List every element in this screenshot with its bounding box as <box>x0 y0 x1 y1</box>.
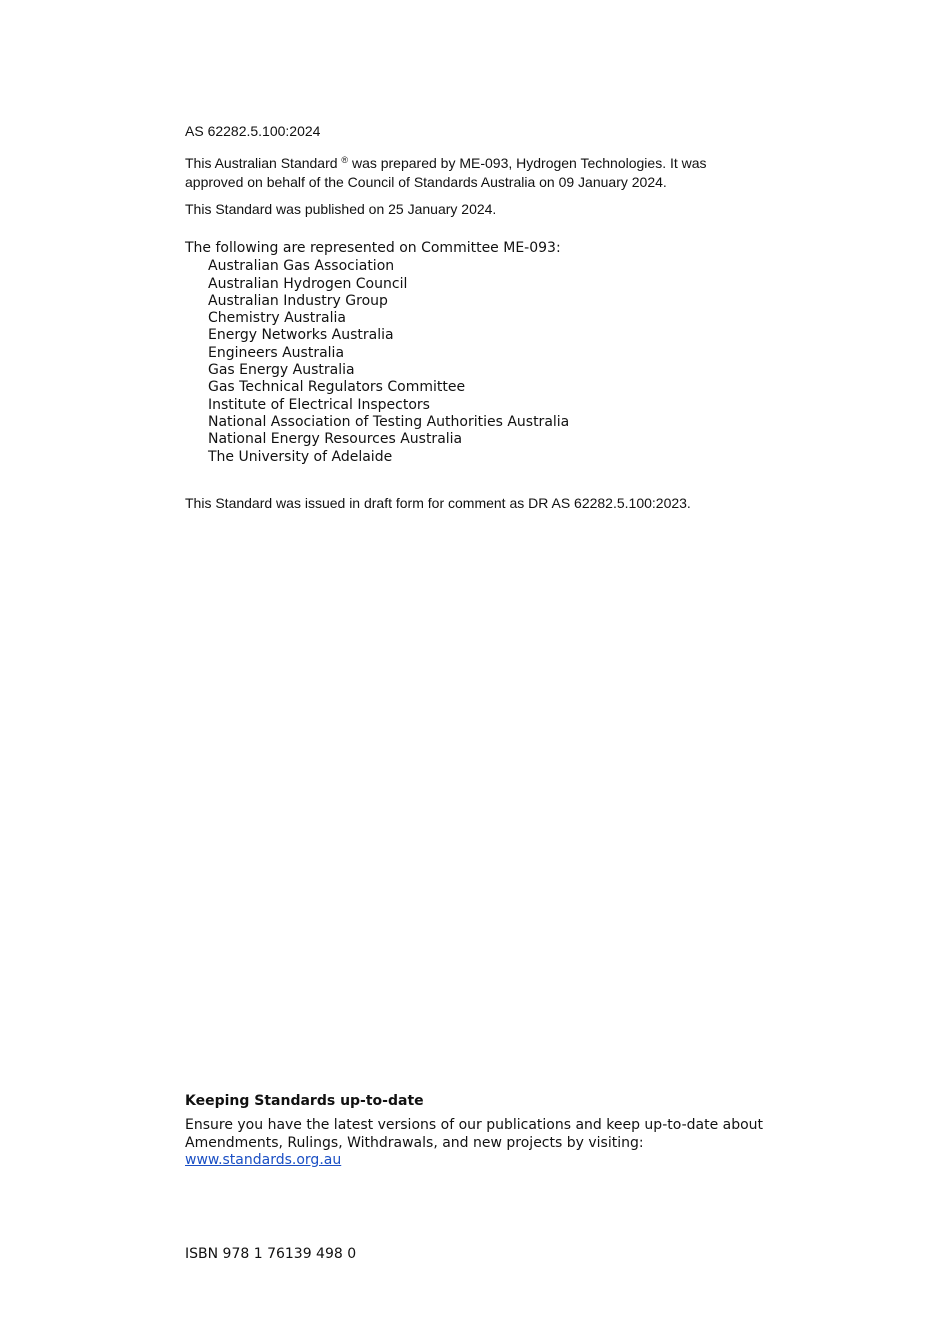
committee-member: National Energy Resources Australia <box>208 431 463 448</box>
committee-member: Australian Gas Association <box>208 258 395 275</box>
committee-member: Gas Energy Australia <box>208 362 355 379</box>
keeping-standards-section <box>185 1093 785 1169</box>
prepared-text-end: was prepared by ME-093, Hydrogen Technologies. It was approved on behalf of the Council of Standards Australia on 09 January 2024. <box>185 155 707 190</box>
keeping-standards-heading: Keeping Standards up-to-date <box>185 1093 424 1109</box>
draft-note: This Standard was issued in draft form for comment as DR AS 62282.5.100:2023. <box>185 495 691 511</box>
prepared-statement <box>185 154 745 192</box>
prepared-text-start: This Australian Standard <box>185 155 342 171</box>
committee-member: Australian Hydrogen Council <box>208 275 408 292</box>
standard-code: AS 62282.5.100:2024 <box>185 123 321 139</box>
committee-member: National Association of Testing Authorities Australia <box>208 413 570 430</box>
keeping-standards-body <box>185 1117 785 1169</box>
committee-intro: The following are represented on Committee ME-093: <box>185 240 561 256</box>
committee-member: Australian Industry Group <box>208 292 388 309</box>
registered-mark: ® <box>341 155 349 165</box>
published-statement: This Standard was published on 25 January 2024. <box>185 201 497 217</box>
isbn: ISBN 978 1 76139 498 0 <box>185 1246 357 1262</box>
standards-website-link[interactable]: www.standards.org.au <box>185 1151 342 1168</box>
committee-member: Chemistry Australia <box>208 310 346 327</box>
committee-member: Energy Networks Australia <box>208 327 394 344</box>
committee-member: Gas Technical Regulators Committee <box>208 379 466 396</box>
committee-member: The University of Adelaide <box>208 448 393 465</box>
committee-member: Engineers Australia <box>208 344 345 361</box>
committee-section <box>185 240 569 466</box>
committee-member-list <box>185 258 569 466</box>
committee-member: Institute of Electrical Inspectors <box>208 396 430 413</box>
keeping-standards-text: Ensure you have the latest versions of our publications and keep up-to-date about Amendments, Rulings, Withdrawals, and new projects by visiting: <box>185 1117 764 1151</box>
